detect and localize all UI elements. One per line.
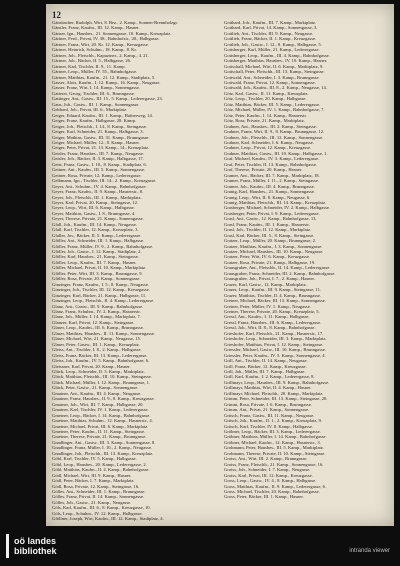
directory-entry: Gasser, Franz, Wirt, I. 14. Kamp., Sonnengasse.: [52, 85, 141, 91]
directory-entry: Geyer, Ant., Schuhm., IV. 4. Kamp., Bahnhofgasse.: [52, 183, 147, 189]
directory-entry: Glanz, Joh., Müller, I. 14. Kamp., Marktplatz, 7.: [52, 314, 141, 320]
directory-entry: Grill, Karl, Kaufm., I. 2. Kamp., Lederergasse, 8.: [224, 374, 315, 380]
directory-entry: Gleissner, Karl, Privat, 20. Kamp., Hasner.: [52, 363, 131, 369]
directory-entry: Grohmann, Therese, Private, II. 10. Kamp., Steingasse.: [224, 450, 326, 456]
directory-entry: Gottsberger, Karl, Müller, 21. Kamp., Lederergasse.: [224, 47, 320, 53]
directory-entry: Grimm, Ant., Privat, 21. Kamp., Sonnengasse.: [224, 407, 310, 413]
directory-entry: Gödl, Rosa, Private, 12. Kamp., Steingasse, 16.: [52, 483, 140, 489]
directory-entry: Groiss, Karl, Privat, III. 12. Kamp., Kreuzgasse.: [224, 472, 313, 478]
directory-entry: Gross, Michael, Tischler, 20. Kamp., Bahnhofgasse.: [224, 488, 320, 494]
directory-entry: Gratzer, Rosa, Private, 21. Kamp., Halbgasse, 19.: [224, 259, 316, 265]
directory-entry: Gmainer, Karl, Tischler, IV. 1. Kamp., Lederergasse.: [52, 407, 149, 413]
directory-entry: Grabner, Joh., Fleischh., III. 12. Kamp., Sonnengasse.: [224, 134, 324, 140]
directory-entry: Götz, Karl, Gastw., II. 11. Kamp., Kreuzplatz.: [224, 90, 309, 96]
directory-entry: Gföller, Franz, Müller, IV. 9., 2. Kamp., Bahnhofgasse.: [52, 243, 154, 249]
directory-entry: Gärtner, Karl, Tischler, II. 9., 11. Kamp.: [52, 63, 126, 69]
directory-entry: Götz, Leop., Tischler, 20. Kamp., Halbgasse.: [224, 96, 307, 102]
directory-entry: Gfaller, Jos., Bäcker, II. 5. Kamp., Lederergasse.: [52, 232, 142, 238]
directory-entry: Göls, Karl, Kaufm., III. 6., 8. Kamp., Kreuzgasse, 10.: [52, 505, 151, 511]
directory-entry: Glück, Leop., Schneider, II. 3. Kamp., Marktplatz.: [52, 369, 145, 374]
directory-entry: Grabner, Matthias, Gastw., III. 10. Kamp., Halbgasse, 1.: [224, 150, 328, 156]
directory-entry: Glaser, Matthias, Hausbes., II. 11. Kamp., Sonnengasse.: [52, 330, 156, 336]
directory-entry: Gröbner, Matthias, Müller, I. 14. Kamp., Bahnhofgasse.: [224, 434, 327, 440]
directory-entry: Gottlieb, Joh., Gastw., I. 12., 8. Kamp., Halbgasse, 5.: [224, 41, 322, 47]
directory-entry: Gänser, Ign., Hausbes., 21. Sonnengasse, 10. Kamp., Kreuzplatz.: [52, 30, 172, 36]
directory-entry: Geyer, Therese, Private, 21. Kamp., Sonnengasse.: [52, 216, 144, 222]
directory-entry: Gottsberger, Matthias, Hausbes., IV. 10. Kamp., Hasner.: [224, 58, 328, 64]
left-column: [52, 20, 217, 522]
directory-entry: Grimm, Peter, Schneider, III. 13. Kamp., Steingasse, 20.: [224, 396, 328, 402]
directory-entry: Grabner, Ant., Hausbes., III. 2. Kamp., Steingasse.: [224, 123, 317, 129]
directory-entry: Gärtner, Joh., Bäcker, II. 5., Halbgasse, 26.: [52, 58, 132, 64]
directory-entry: Glaser, Peter, Gastw., III. 1. Kamp., Kreuzplatz.: [52, 341, 140, 347]
directory-entry: Groiss, Ant., Wirt, III. 2. Kamp., Brunngasse.: [224, 456, 308, 462]
directory-entry: Gmainer, Ant., Kaufm., III. 4. Kamp., Neugasse.: [52, 390, 142, 396]
directory-entry: Gnadlinger, Franz, Müller, I. 10., 2. Kamp., Neugasse.: [52, 445, 153, 451]
directory-entry: Gottschall, Michael, Wirt, II. 6. Kamp., Marktplatz, 9.: [224, 63, 324, 69]
directory-entry: Gritsch, Karl, Tischler, IV. 8. Kamp., Halbgasse.: [224, 423, 314, 429]
directory-entry: Gödl, Michael, Wirt, III. 9. Kamp., Hasner.: [52, 472, 132, 478]
directory-entry: Graf, Michael, Kaufm., IV. 3. Kamp., Lederergasse.: [224, 156, 320, 162]
directory-entry: Göbl, Karl, Tischler, IV. 5. Kamp., Halbgasse.: [52, 456, 137, 462]
directory-entry: Gärtner, Leop., Müller, IV. 55., Bahnhofgasse.: [52, 69, 138, 75]
directory-entry: Gföller, Leop., Kaufm., III. 7. Kamp., Hasner.: [52, 259, 137, 265]
directory-entry: Geiger, Karl, Schneider, 21. Kamp., Halbgasse, 3.: [52, 129, 144, 135]
directory-entry: Greiner, Michael, Bäcker, III. 13. Kamp., Sonnengasse.: [224, 298, 326, 304]
directory-entry: Gröbner, Leop., Bäcker, III. 3. Kamp., Lederergasse.: [224, 428, 321, 434]
directory-entry: Geyer, Karl, Privat, 20. Kamp., Steingasse, 12.: [52, 199, 139, 205]
directory-entry: Gottlieb, Ant., Tischler, III. 9. Kamp., Neugasse.: [224, 30, 314, 36]
directory-entry: Glanz, Ant., Gastw., III. 9. Kamp., Bahnhofgasse.: [52, 303, 144, 309]
directory-entry: Geyer, Franz, Kaufm., II. 9. Kamp., Hasnerstr., 8.: [52, 189, 144, 195]
directory-entry: Gotthard, Karl, Privat, 14. Kamp., Sonnengasse, 3.: [224, 25, 318, 31]
directory-entry: Grausgruber, Ant., Fleischh., II. 14. Kamp., Lederergasse.: [224, 265, 331, 271]
directory-entry: Grazer, Matthias, Tischler, II. 4. Kamp., Brunngasse.: [224, 292, 322, 298]
directory-entry: Gritsch, Franz, Gastw., III. 11. Kamp., Neugasse.: [224, 412, 315, 418]
directory-entry: Glück, Peter, Gastw., 21. Kamp., Sonnengasse.: [52, 385, 139, 391]
directory-entry: Geitner, Rosa, Private, 12. Kamp., Lederergasse.: [52, 172, 142, 178]
directory-entry: Göbl, Matthias, Kaufm., II. 4. Kamp., Bahnhofgasse.: [52, 467, 150, 473]
directory-entry: Geiger, Peter, Privat, 21. 13. Kamp., 14., Kreuzplatz.: [52, 145, 150, 151]
directory-entry: Göbl, Leop., Hausbes., 20. Kamp., Lederergasse, 2.: [52, 461, 147, 467]
directory-entry: Grillmayr, Leop., Hausbes., III. 9. Kamp., Bahnhofgasse.: [224, 379, 330, 385]
directory-entry: Gmeiner, Michael, Privat, III. 6. Kamp., Marktplatz.: [52, 423, 149, 429]
directory-entry: Gressl, Ant., Kaufm., I. 11. Kamp., Halbgasse.: [224, 314, 310, 320]
directory-entry: Gölles, Ant., Schneider, III. 1. Kamp., Brunngasse.: [52, 488, 146, 494]
library-logo[interactable]: [6, 534, 57, 558]
directory-entry: Grabner, Leop., Privat, 12. Kamp., Kreuzgasse.: [224, 145, 312, 151]
directory-entry: Gärtner, Joh., Fleischh., Kapuziner., 2. Kamp., 4. 21.: [52, 52, 149, 58]
right-column: [224, 20, 389, 500]
directory-entry: Gottwald, Franz, Privat, 12. Kamp., Sonnengasse.: [224, 79, 316, 85]
directory-entry: Graf, Peter, Tischler, II. 13. Kamp., Bahnhofgasse.: [224, 161, 318, 167]
directory-entry: Gmeiner, Matthias, Schuhm., 12. Kamp., Hasnerstr., 4.: [52, 418, 153, 424]
directory-entry: Grausgruber, Franz, Schneider, III. 2. Kamp., Bahnhofgasse.: [224, 270, 336, 276]
directory-entry: Gröbner, Michael, Kaufm., 12. Kamp., Hasnerstr., 3.: [224, 439, 321, 445]
directory-entry: Gleiss, Franz, Bäcker, III. 13. Kamp., Lederergasse.: [52, 352, 148, 358]
scanned-page: [46, 4, 394, 526]
directory-entry: Greiner, Peter, Müller, IV. 1. Kamp., Neugasse.: [224, 303, 311, 309]
directory-entry: Greiner, Therese, Private, 20. Kamp., Kreuzplatz, 5.: [224, 309, 320, 315]
viewer-footer: [0, 526, 400, 566]
directory-entry: Gärtner, Ferd., Privat, IV. 38., Bahnhofstr., 20., Halbgasse.: [52, 36, 160, 42]
directory-entry: Gföller, Peter, Wirt, III. 3. Kamp., Brunngasse, 9.: [52, 270, 143, 276]
directory-entry: Geist, Franz, Gastw., I. 10., 8. Kamp., Stadtplatz, 6.: [52, 161, 147, 167]
directory-entry: Gratzer, Matthias, Kaufm., I. 3. Kamp., Sonnengasse.: [224, 243, 323, 249]
directory-entry: Grohmann, Peter, Hausbes., III. 5. Kamp., Marktplatz.: [224, 445, 324, 451]
directory-entry: Gärtner, Heinrich, Schuhm., 18. Kamp., 8. Kr.: [52, 47, 137, 53]
directory-entry: Grill, Joh., Müller, III. 7. Kamp., Halbgasse.: [224, 369, 306, 374]
directory-entry: Götz, Matthias, Bäcker, III. 5. Kamp., Lederergasse.: [224, 101, 321, 107]
directory-entry: Granig, Leop., Wirt, II. 8. Kamp., Neugasse, 6.: [224, 194, 311, 200]
directory-entry: Götz, Rosa, Private, 21. Kamp., Marktplatz.: [224, 118, 305, 124]
directory-entry: Grabner, Franz, Wirt, II. 9., 8. Kamp., Brunngasse, 12.: [224, 129, 325, 135]
directory-entry: Gratzer, Michael, Hausbes., III. 10. Kamp., Neugasse.: [224, 249, 324, 255]
directory-entry: Geyer, Leop., Wirt, III. 6. Kamp., Halbgasse.: [52, 205, 135, 211]
directory-entry: Groiss, Joh., Schneider, I. 7. Kamp., Neugasse.: [224, 467, 311, 473]
directory-entry: Gross, Matthias, Kaufm., II. 9. Kamp., Lederergasse, 6.: [224, 483, 327, 489]
directory-entry: Gebhard, Joh., Privat, III. 6., Marktplatz.: [52, 107, 128, 113]
directory-entry: Grazer, Leop., Kaufm., III. 9. Kamp., Steingasse, 11.: [224, 287, 322, 293]
directory-entry: Ginzinger, Karl, Bäcker, 21. Kamp., Halbgasse, 11.: [52, 292, 147, 298]
directory-entry: Götz, Michael, Müller, IV. 1. Kamp., Bahnhofgasse, 7.: [224, 107, 325, 113]
directory-entry: Gnadlinger, Joh., Fleischh., III. 13. Kamp., Kreuzplatz.: [52, 450, 154, 456]
directory-entry: Gänsler, Franz, Kaufm., III. 12. Kamp., Hasner.: [52, 25, 140, 31]
directory-entry: Geyer, Joh., Fleischh., III. 1. Kamp., Marktplatz.: [52, 194, 142, 200]
directory-entry: Glaser, Leop., Kaufm., III. 6. Kamp., Brunngasse.: [52, 325, 144, 331]
directory-entry: Gföller, Ant., Schneider, III. 1. Kamp., Halbgasse.: [52, 238, 145, 244]
directory-entry: Gramer, Franz, Müller, I. 11., 2. Kamp., Steingasse.: [224, 178, 320, 184]
directory-entry: Gottlieb, Franz, Bäcker, II. 1. Kamp., Kreuzgasse.: [224, 36, 317, 42]
directory-entry: Geiger, Michael, Müller, 12., 8. Kamp., Hasner.: [52, 139, 140, 145]
directory-entry: Gottschall, Peter, Fleischh., III. 13. Kamp., Steingasse.: [224, 69, 325, 75]
directory-entry: Granig, Matthias, Fleischh., III. 14. Kamp., Kreuzplatz.: [224, 199, 327, 205]
logo-bar-icon: [6, 534, 9, 558]
directory-entry: Gressl, Franz, Hausbes., III. 6. Kamp., Lederergasse.: [224, 319, 322, 325]
directory-entry: Gfall, Joh., Kaufm., III. 14. Kamp., Neugasse.: [52, 221, 137, 227]
directory-entry: Gratzer, Leop., Müller, 20. Kamp., Brunngasse, 2.: [224, 238, 317, 244]
directory-entry: Groiss, Franz, Fleischh., 21. Kamp., Sonnengasse, 16.: [224, 461, 324, 467]
directory-entry: Geisler, Joh., Bäcker, II. 3. Kamp., Halbgasse, 17.: [52, 156, 144, 162]
directory-entry: Gasser, Alois, Kaufm., I. 12. Kamp., 16. Kamp., Neugasse.: [52, 79, 161, 85]
directory-entry: Gramer, Ant., Bäcker, III. 7. Kamp., Marktplatz, 18.: [224, 172, 320, 178]
directory-entry: Gödl, Peter, Bäcker, I. 7. Kamp., Marktplatz.: [52, 478, 135, 484]
directory-entry: Gmeiner, Leop., Bäcker, I. 14. Kamp., Bahnhofgasse.: [52, 412, 151, 418]
directory-entry: Gleiss, Joh., Kaufm., IV. 5. Kamp., Bahnhofgasse, 6.: [52, 358, 150, 364]
directory-entry: Grasl, Karl, Bäcker, III. 5., 8. Kamp., Steingasse.: [224, 232, 315, 238]
directory-entry: Gritsch, Joh., Kaufm., II. 1., 2. Kamp., Kreuzplatz, 9.: [224, 418, 323, 424]
directory-entry: Grill, Ant., Tischler, II. 14. Kamp., Neugasse.: [224, 358, 308, 364]
directory-entry: Geyer, Matthias, Gastw., I. 8., Brunngasse, 4.: [52, 210, 136, 216]
directory-entry: Grausgruber, Joh., Privat, I. 7., 2. Kamp., Hasner.: [224, 276, 315, 282]
directory-entry: Glück, Michael, Müller, I. 12. Kamp., Brunngasse, 1.: [52, 379, 151, 385]
directory-entry: Gelbmann, Ign., Tischler, III. 14., 2. Kamp., Kreuzgasse.: [52, 178, 157, 184]
directory-entry: Göls, Leop., Schuhm., IV. 12. Kamp., Halbgasse.: [52, 510, 143, 516]
directory-entry: Grabner, Karl, Schneider, I. 6. Kamp., Neugasse.: [224, 139, 314, 145]
directory-entry: Gratzer, Peter, Wirt, IV. 6. Kamp., Kreuzgasse.: [224, 254, 311, 260]
directory-entry: Gföller, Karl, Hausbes., 21. Kamp., Steingasse.: [52, 254, 139, 260]
directory-entry: Gärtner, Franz, Wirt, 20. Kr. 12. Kamp., Kreuzgasse.: [52, 41, 150, 47]
logo-line-2: bibliothek: [14, 546, 57, 556]
viewer-label: intranda viewer: [349, 548, 390, 554]
directory-entry: Grieshofer, Karl, Fleischh., 21. Kamp., Hasnerstr., 17.: [224, 330, 324, 336]
directory-entry: Grillmayr, Michael, Fleischh., 20. Kamp., Marktplatz.: [224, 390, 324, 396]
directory-entry: Gross, Peter, Bäcker, III. 1. Kamp., Hasner.: [224, 494, 304, 500]
directory-entry: Geisler, Franz, Hausbes., III. 7. Kamp., Neugasse.: [52, 150, 145, 156]
directory-entry: Gföller, Joh., Gastw., I. 12. Kamp., Stadtplatz, 2.: [52, 249, 142, 255]
directory-entry: Geiger, Eduard, Kaufm., III. 1. Kamp., Hafnerweg, 14.: [52, 112, 153, 118]
directory-entry: Gärtner, Matthias, Kaufm., 21. 12. Kamp., Stadtplatz, 5.: [52, 74, 156, 80]
directory-entry: Geitner, Ant., Kaufm., III. 5. Kamp., Sonnengasse.: [52, 167, 146, 173]
directory-entry: Gottwald, Ant., Schneider, I. 3. Kamp., Brunngasse.: [224, 74, 320, 80]
directory-entry: Gatterer, Georg, Tischler, III. 6., Brunngasse.: [52, 90, 135, 96]
directory-entry: Glaser, Michael, Wirt, 21. Kamp., Neugasse, 15.: [52, 336, 142, 342]
directory-entry: Gramer, Joh., Kaufm., III. 4. Kamp., Brunngasse.: [224, 183, 315, 189]
logo-line-1: oö landes: [14, 536, 57, 546]
directory-entry: Gressl, Joh., Wirt, II. 8., 8. Kamp., Bahnhofgasse.: [224, 325, 316, 331]
directory-entry: Gottwald, Joh., Kaufm., III. 8., 2. Kamp., Neugasse, 14.: [224, 85, 327, 91]
directory-entry: Griessler, Michael, Gastw., III. 10. Kamp., Brunngasse.: [224, 347, 326, 353]
directory-entry: Grazer, Karl, Gastw., 12. Kamp., Marktplatz.: [224, 281, 307, 287]
directory-entry: Gölles, Joh., Gastw., 21. Kamp., Neugasse.: [52, 499, 132, 505]
directory-entry: Grasl, Franz, Kaufm., III. 1. Kamp., Hasnerstr.: [224, 221, 310, 227]
directory-entry: Gföllner, Joseph, Wirt, Kaufm., III. 12. Kamp., Stadtplatz, 4.: [52, 516, 164, 522]
directory-entry: Granig, Karl, Hausbes., 21. Kamp., Sonnengasse.: [224, 189, 315, 195]
directory-entry: Gaus, Joh., Gastw., III. 1. Kamp., Sonnengasse.: [52, 101, 140, 107]
directory-entry: Gmainer, Joh., Wirt, III. 7. Kamp., Halbgasse, 20.: [52, 401, 144, 407]
directory-entry: Griessler, Peter, Kaufm., IV. 5. Kamp., Sonnengasse, 4.: [224, 352, 326, 358]
directory-entry: Glück, Matthias, Fleischh., III. 10. Kamp., Steingasse.: [52, 374, 152, 380]
directory-entry: Gleiss, Ant., Tischler, I. 8., 2. Kamp., Halbgasse.: [52, 347, 142, 353]
directory-entry: Gnadlinger, Ant., Gastw., III. 3. Kamp., Sonnengasse, 8.: [52, 439, 156, 445]
directory-entry: Gmeiner, Therese, Private, 21. Kamp., Brunngasse.: [52, 434, 147, 440]
directory-entry: Glanz, Franz, Schuhm., IV. 2. Kamp., Hasnerstr.: [52, 309, 141, 315]
directory-entry: Geiger, Joh., Fleischh., I. 14., 8. Kamp., Steingasse.: [52, 123, 148, 129]
directory-entry: Grasl, Joh., Tischler, II. 12. Kamp., Marktplatz.: [224, 227, 312, 233]
directory-entry: Grasl, Ant., Gastw., 12. Kamp., Bahnhofgasse, 13.: [224, 216, 317, 222]
directory-entry: Ginzinger, Joh., Tischler, III. 12. Kamp., Kreuzgasse.: [52, 287, 150, 293]
directory-entry: Gottsberger, Leop., Kaufm., III. 4. Kamp., Bahnhofgasse.: [224, 52, 330, 58]
directory-entry: Götz, Peter, Kaufm., I. 14. Kamp., Hasnerstr.: [224, 112, 307, 118]
directory-entry: Grieshofer, Leop., Schneider, III. 3. Kamp., Marktplatz.: [224, 336, 327, 342]
directory-entry: Gföller, Michael, Privat, II. 10. Kamp., Marktplatz.: [52, 265, 147, 271]
directory-entry: Gföller, Rosa, Private, 20. Kamp., Sonnengasse.: [52, 276, 141, 282]
directory-entry: Grieshofer, Matthias, Privat, I. 12. Kamp., Steingasse.: [224, 341, 324, 347]
directory-entry: Gattinger, Ant., Gastw., III. 15., 5. Kamp., Lederergasse, 23.: [52, 96, 163, 102]
directory-entry: Gross, Leop., Gastw., IV. 4., 8. Kamp., Halbgasse.: [224, 478, 317, 484]
directory-entry: Gotthard, Joh., Kaufm., III. 7. Kamp., Marktplatz.: [224, 20, 317, 25]
directory-entry: Grimm, Rosa, Private, I. 6. Kamp., Brunngasse.: [224, 401, 313, 407]
directory-entry: Geiger, Mathias, Gastw., III. 31. Kamp., Brunngasse.: [52, 134, 150, 140]
page-number: 12: [52, 10, 61, 20]
directory-entry: Ginzinger, Leop., Fleischh., II. 4. Kamp., Lederergasse.: [52, 298, 155, 304]
directory-entry: Gölles, Franz, Privat, II. 14. Kamp., Sonnengasse.: [52, 494, 145, 500]
directory-entry: Grasberger, Michael, Schneider, IV. 2. Kamp., Halbgasse.: [224, 205, 331, 211]
directory-entry: Geiger, Franz, Kaufm., Halbgasse, 28. Kamp.: [52, 118, 137, 124]
directory-entry: Gfall, Karl, Tischler, 12. Kamp., Kreuzplatz, 3.: [52, 227, 139, 233]
directory-entry: Grillmayr, Matthias, Wirt, II. 4. Kamp., Hasner.: [224, 385, 312, 391]
directory-entry: Gänsbacher, Rudolph, Wirt, 8. Bez., 2. Kamp., Sonnen-Brennholzgr.: [52, 20, 178, 25]
directory-entry: Gmainer, Franz, Hausbes., II. 9., 8. Kamp., Kreuzgasse.: [52, 396, 155, 402]
directory-entry: Glanzer, Karl, Privat, 12. Kamp., Steingasse.: [52, 319, 135, 325]
directory-entry: Grill, Franz, Bäcker, 12. Kamp., Kreuzgasse.: [224, 363, 307, 369]
directory-entry: Gmeiner, Peter, Kaufm., II. 11. Kamp., Steingasse.: [52, 428, 146, 434]
directory-entry: Ginzinger, Franz, Kaufm., I. 5., 8. Kamp., Neugasse.: [52, 281, 150, 287]
directory-entry: Graf, Therese, Private, 20. Kamp., Hasner.: [224, 167, 303, 173]
directory-entry: Grasberger, Peter, Privat, I. 9. Kamp., Lederergasse.: [224, 210, 320, 216]
